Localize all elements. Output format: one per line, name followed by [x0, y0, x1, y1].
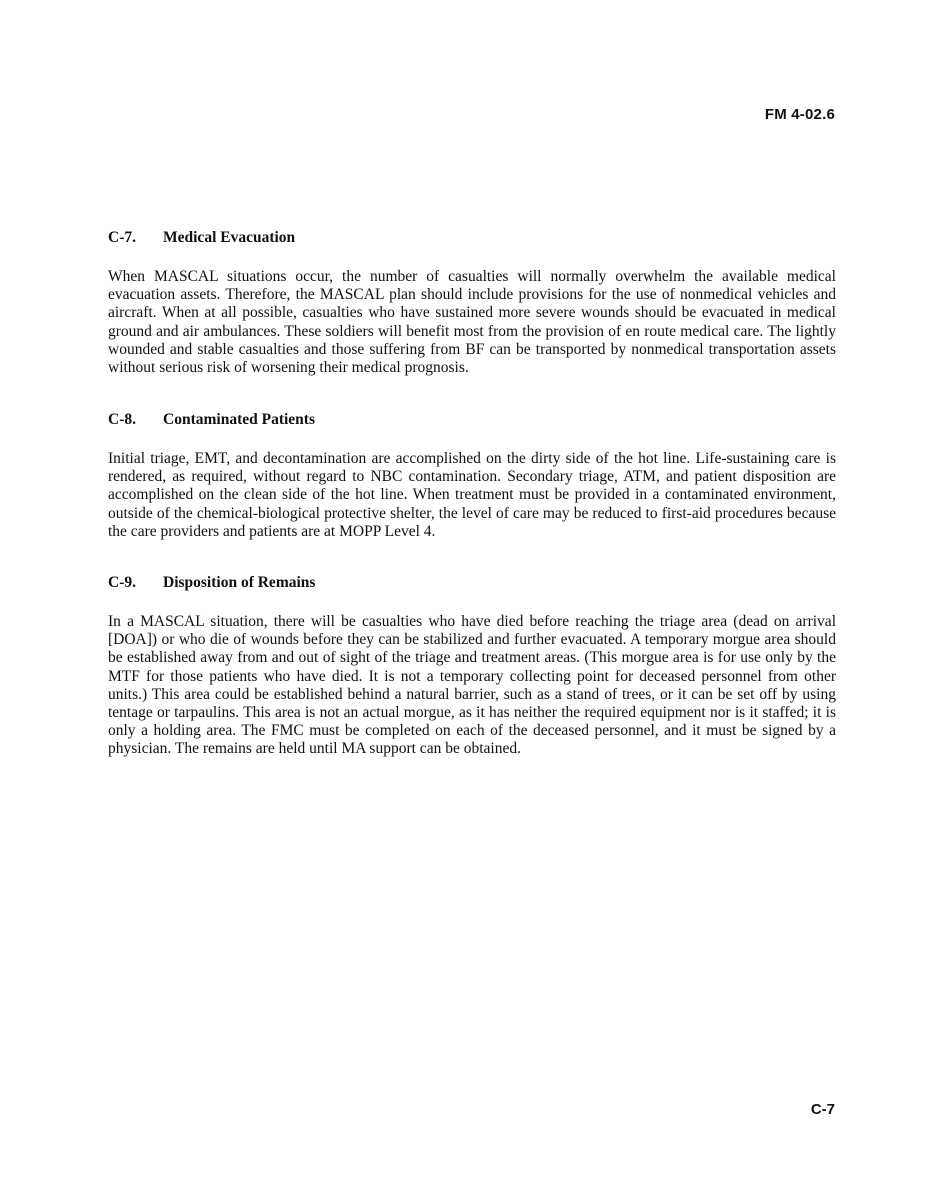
section-body: Initial triage, EMT, and decontamination are accomplished on the dirty side of the hot line. Life-sustaining care is rendered, as required, without regard to NBC contamination. Secondary triage, ATM, and patient disposition are accomplished on the clean side of the hot line. When treatment must be provided in a contaminated environment, outside of the chemical-biological protective shelter, the level of care may be reduced to first-aid procedures because the care providers and patients are at MOPP Level 4. — [108, 450, 836, 540]
section-c8 — [108, 411, 836, 541]
section-c9 — [108, 574, 836, 759]
section-body: In a MASCAL situation, there will be casualties who have died before reaching the triage area (dead on arrival [DOA]) or who die of wounds before they can be stabilized and further evacuated. A temporary morgue area should be established away from and out of sight of the triage and treatment areas. (This morgue area is for use only by the MTF for those patients who have died. It is not a temporary collecting point for deceased personnel from other units.) This area could be established behind a natural barrier, such as a stand of trees, or it can be set off by using tentage or tarpaulins. This area is not an actual morgue, as it has neither the required equipment nor is it staffed; it is only a holding area. The FMC must be completed on each of the deceased personnel, and it must be signed by a physician. The remains are held until MA support can be obtained. — [108, 613, 836, 758]
section-c7 — [108, 229, 836, 377]
section-title: Contaminated Patients — [163, 411, 315, 428]
section-title: Medical Evacuation — [163, 229, 296, 246]
section-body: When MASCAL situations occur, the number of casualties will normally overwhelm the available medical evacuation assets. Therefore, the MASCAL plan should include provisions for the use of nonmedical vehicles and aircraft. When at all possible, casualties who have sustained more severe wounds should be evacuated in medical ground and air ambulances. These soldiers will benefit most from the provision of en route medical care. The lightly wounded and stable casualties and those suffering from BF can be transported by nonmedical transportation assets without serious risk of worsening their medical prognosis. — [108, 268, 836, 377]
page-number-footer: C-7 — [810, 1101, 835, 1118]
section-number: C-9. — [108, 574, 136, 591]
section-heading — [108, 411, 836, 429]
section-heading — [108, 574, 836, 592]
document-id-header: FM 4-02.6 — [764, 106, 835, 123]
section-heading — [108, 229, 836, 247]
section-number: C-8. — [108, 411, 136, 428]
section-number: C-7. — [108, 229, 136, 246]
section-title: Disposition of Remains — [163, 574, 316, 591]
